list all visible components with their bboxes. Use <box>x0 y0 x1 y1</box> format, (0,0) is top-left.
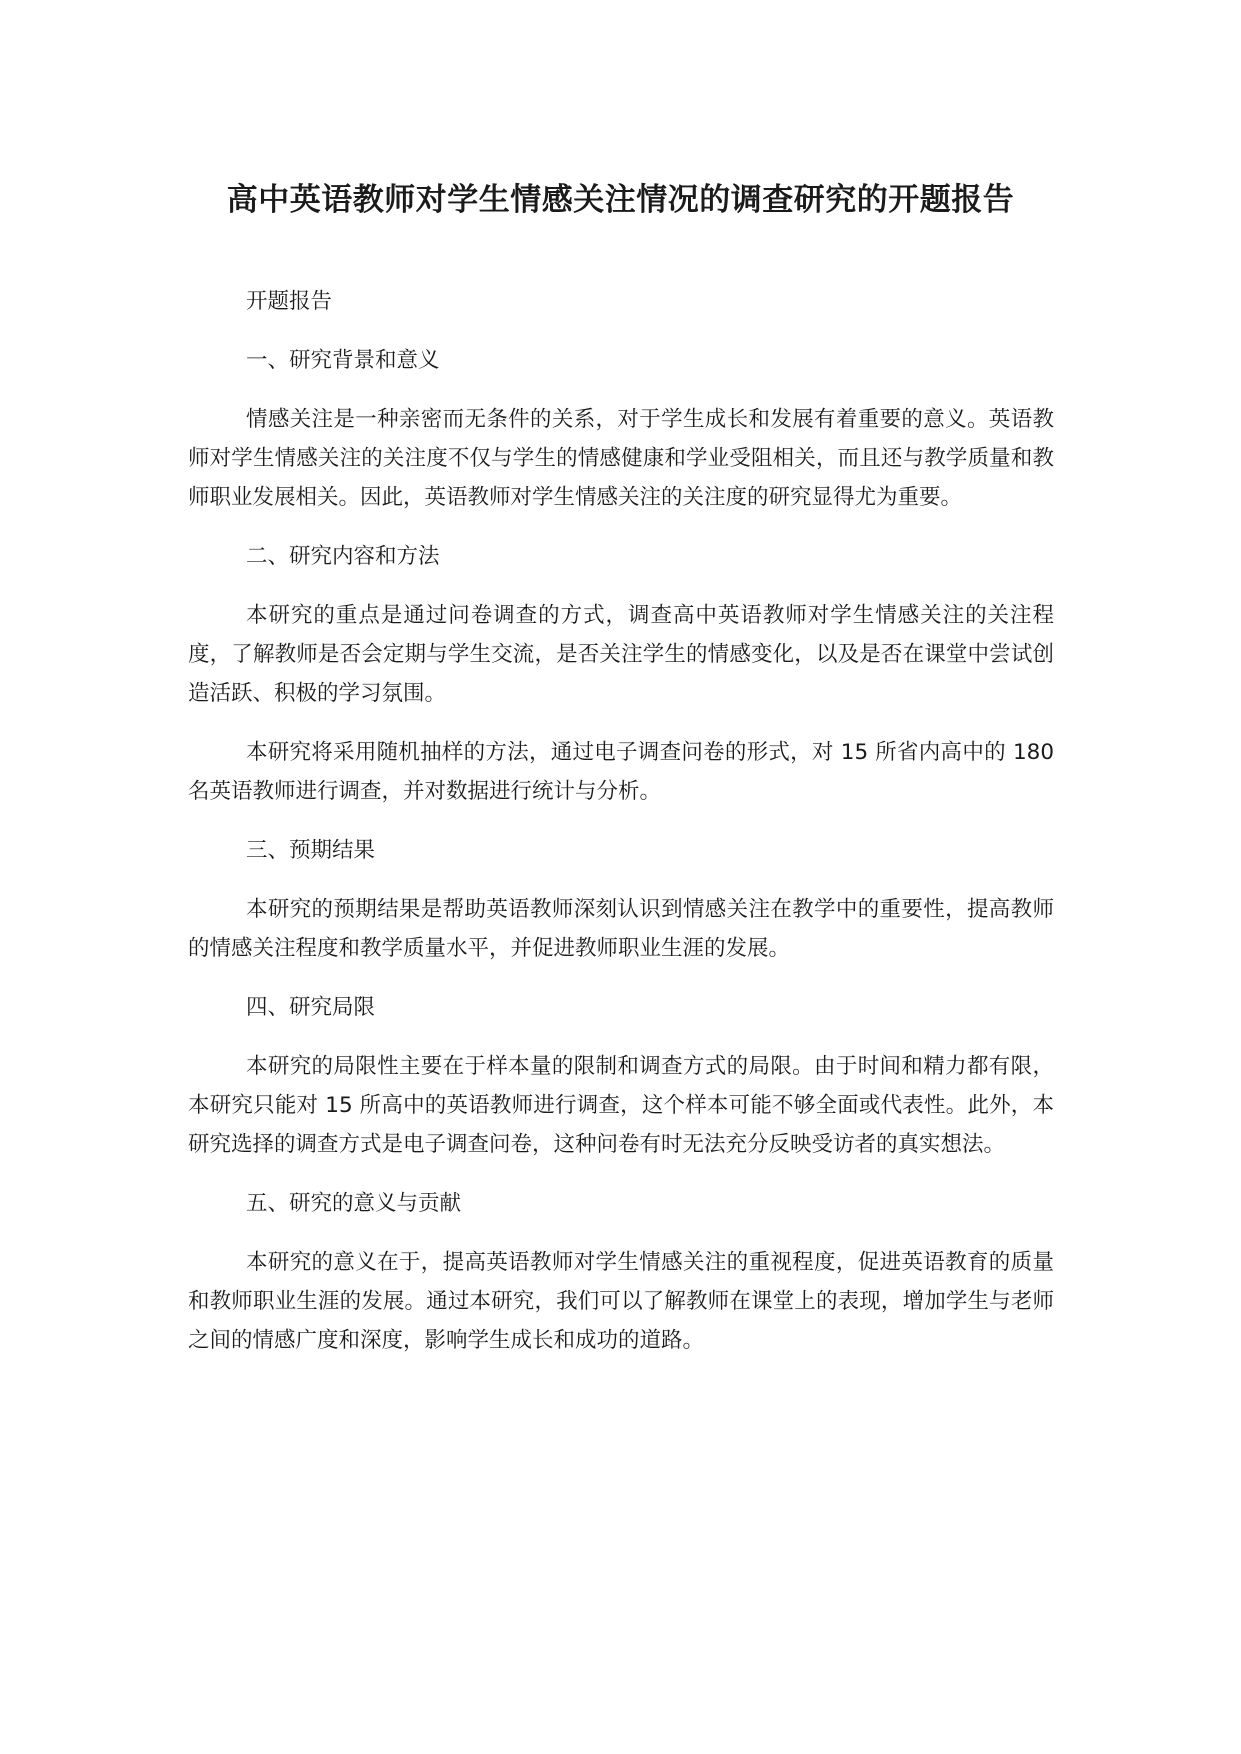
document-title: 高中英语教师对学生情感关注情况的调查研究的开题报告 <box>226 182 1015 218</box>
section-heading-significance: 五、研究的意义与贡献 <box>246 1191 462 1216</box>
paragraph-significance: 本研究的意义在于，提高英语教师对学生情感关注的重视程度，促进英语教育的质量和教师职业生涯的发展。通过本研究，我们可以了解教师在课堂上的表现，增加学生与老师之间的情感广度和深度，影响学生成长和成功的道路。 <box>188 1250 1054 1353</box>
section-heading-background: 一、研究背景和意义 <box>246 348 440 373</box>
section-heading-content-method: 二、研究内容和方法 <box>246 544 440 569</box>
paragraph-limitations: 本研究的局限性主要在于样本量的限制和调查方式的局限。由于时间和精力都有限，本研究只能对 15 所高中的英语教师进行调查，这个样本可能不够全面或代表性。此外，本研究选择的调查方式是电子调查问卷，这种问卷有时无法充分反映受访者的真实想法。 <box>188 1054 1054 1157</box>
paragraph-research-method: 本研究将采用随机抽样的方法，通过电子调查问卷的形式，对 15 所省内高中的 180 名英语教师进行调查，并对数据进行统计与分析。 <box>188 740 1054 804</box>
paragraph-background: 情感关注是一种亲密而无条件的关系，对于学生成长和发展有着重要的意义。英语教师对学生情感关注的关注度不仅与学生的情感健康和学业受阻相关，而且还与教学质量和教师职业发展相关。因此，英语教师对学生情感关注的关注度的研究显得尤为重要。 <box>188 407 1054 510</box>
section-heading-limitations: 四、研究局限 <box>246 995 376 1020</box>
paragraph-research-focus: 本研究的重点是通过问卷调查的方式，调查高中英语教师对学生情感关注的关注程度，了解教师是否会定期与学生交流，是否关注学生的情感变化，以及是否在课堂中尝试创造活跃、积极的学习氛围。 <box>188 603 1054 706</box>
section-heading-expected-results: 三、预期结果 <box>246 838 376 863</box>
document-body <box>188 282 1054 1380</box>
paragraph-expected-results: 本研究的预期结果是帮助英语教师深刻认识到情感关注在教学中的重要性，提高教师的情感关注程度和教学质量水平，并促进教师职业生涯的发展。 <box>188 897 1054 961</box>
section-heading-proposal: 开题报告 <box>246 289 333 314</box>
